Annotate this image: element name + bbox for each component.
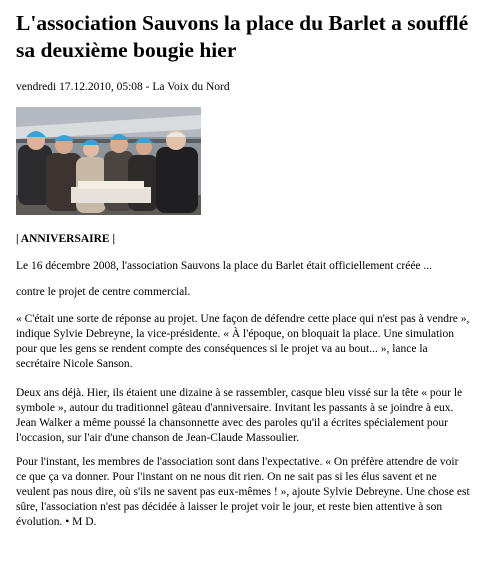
- article-paragraph-5: Pour l'instant, les membres de l'association sont dans l'expectative. « On préfère attendre de voir ce que ça va donner. Pour l'instant on ne nous dit rien. On ne sait pas si les élus savent et ne veulent pas nous dire, où s'ils ne savent pas eux-mêmes ! », ajoute Sylvie Debreyne. Une chose est sûre, l'association n'est pas décidée à laisser le projet voir le jour, et reste bien attentive à son évolution. • M D.: [16, 456, 470, 528]
- article-paragraph-2: contre le projet de centre commercial.: [16, 286, 191, 298]
- article-byline: vendredi 17.12.2010, 05:08 - La Voix du Nord: [16, 81, 230, 93]
- photo-illustration: [16, 107, 201, 215]
- article-paragraph-1: Le 16 décembre 2008, l'association Sauvons la place du Barlet était officiellement créée ...: [16, 260, 433, 272]
- article-photo: [16, 107, 201, 215]
- article-rubric: | ANNIVERSAIRE |: [16, 233, 116, 245]
- article-headline: L'association Sauvons la place du Barlet a soufflé sa deuxième bougie hier: [16, 11, 469, 62]
- article-paragraph-3: « C'était une sorte de réponse au projet. Une façon de défendre cette place qui n'est pas à vendre », indique Sylvie Debreyne, la vice-présidente. « À l'époque, on bloquait la place. Une simulation pour que les gens se rendent compte des conséquences si le projet va au bout... », lance la secrétaire Nicole Sanson.: [16, 313, 470, 370]
- article-paragraph-4: Deux ans déjà. Hier, ils étaient une dizaine à se rassembler, casque bleu vissé sur la tête « pour le symbole », autour du traditionnel gâteau d'anniversaire. Invitant les passants à se joindre à eux. Jean Walker a même poussé la chansonnette avec des paroles qu'il a écrites spécialement pour l'occasion, sur l'air d'une chanson de Jean-Claude Massoulier.: [16, 387, 463, 444]
